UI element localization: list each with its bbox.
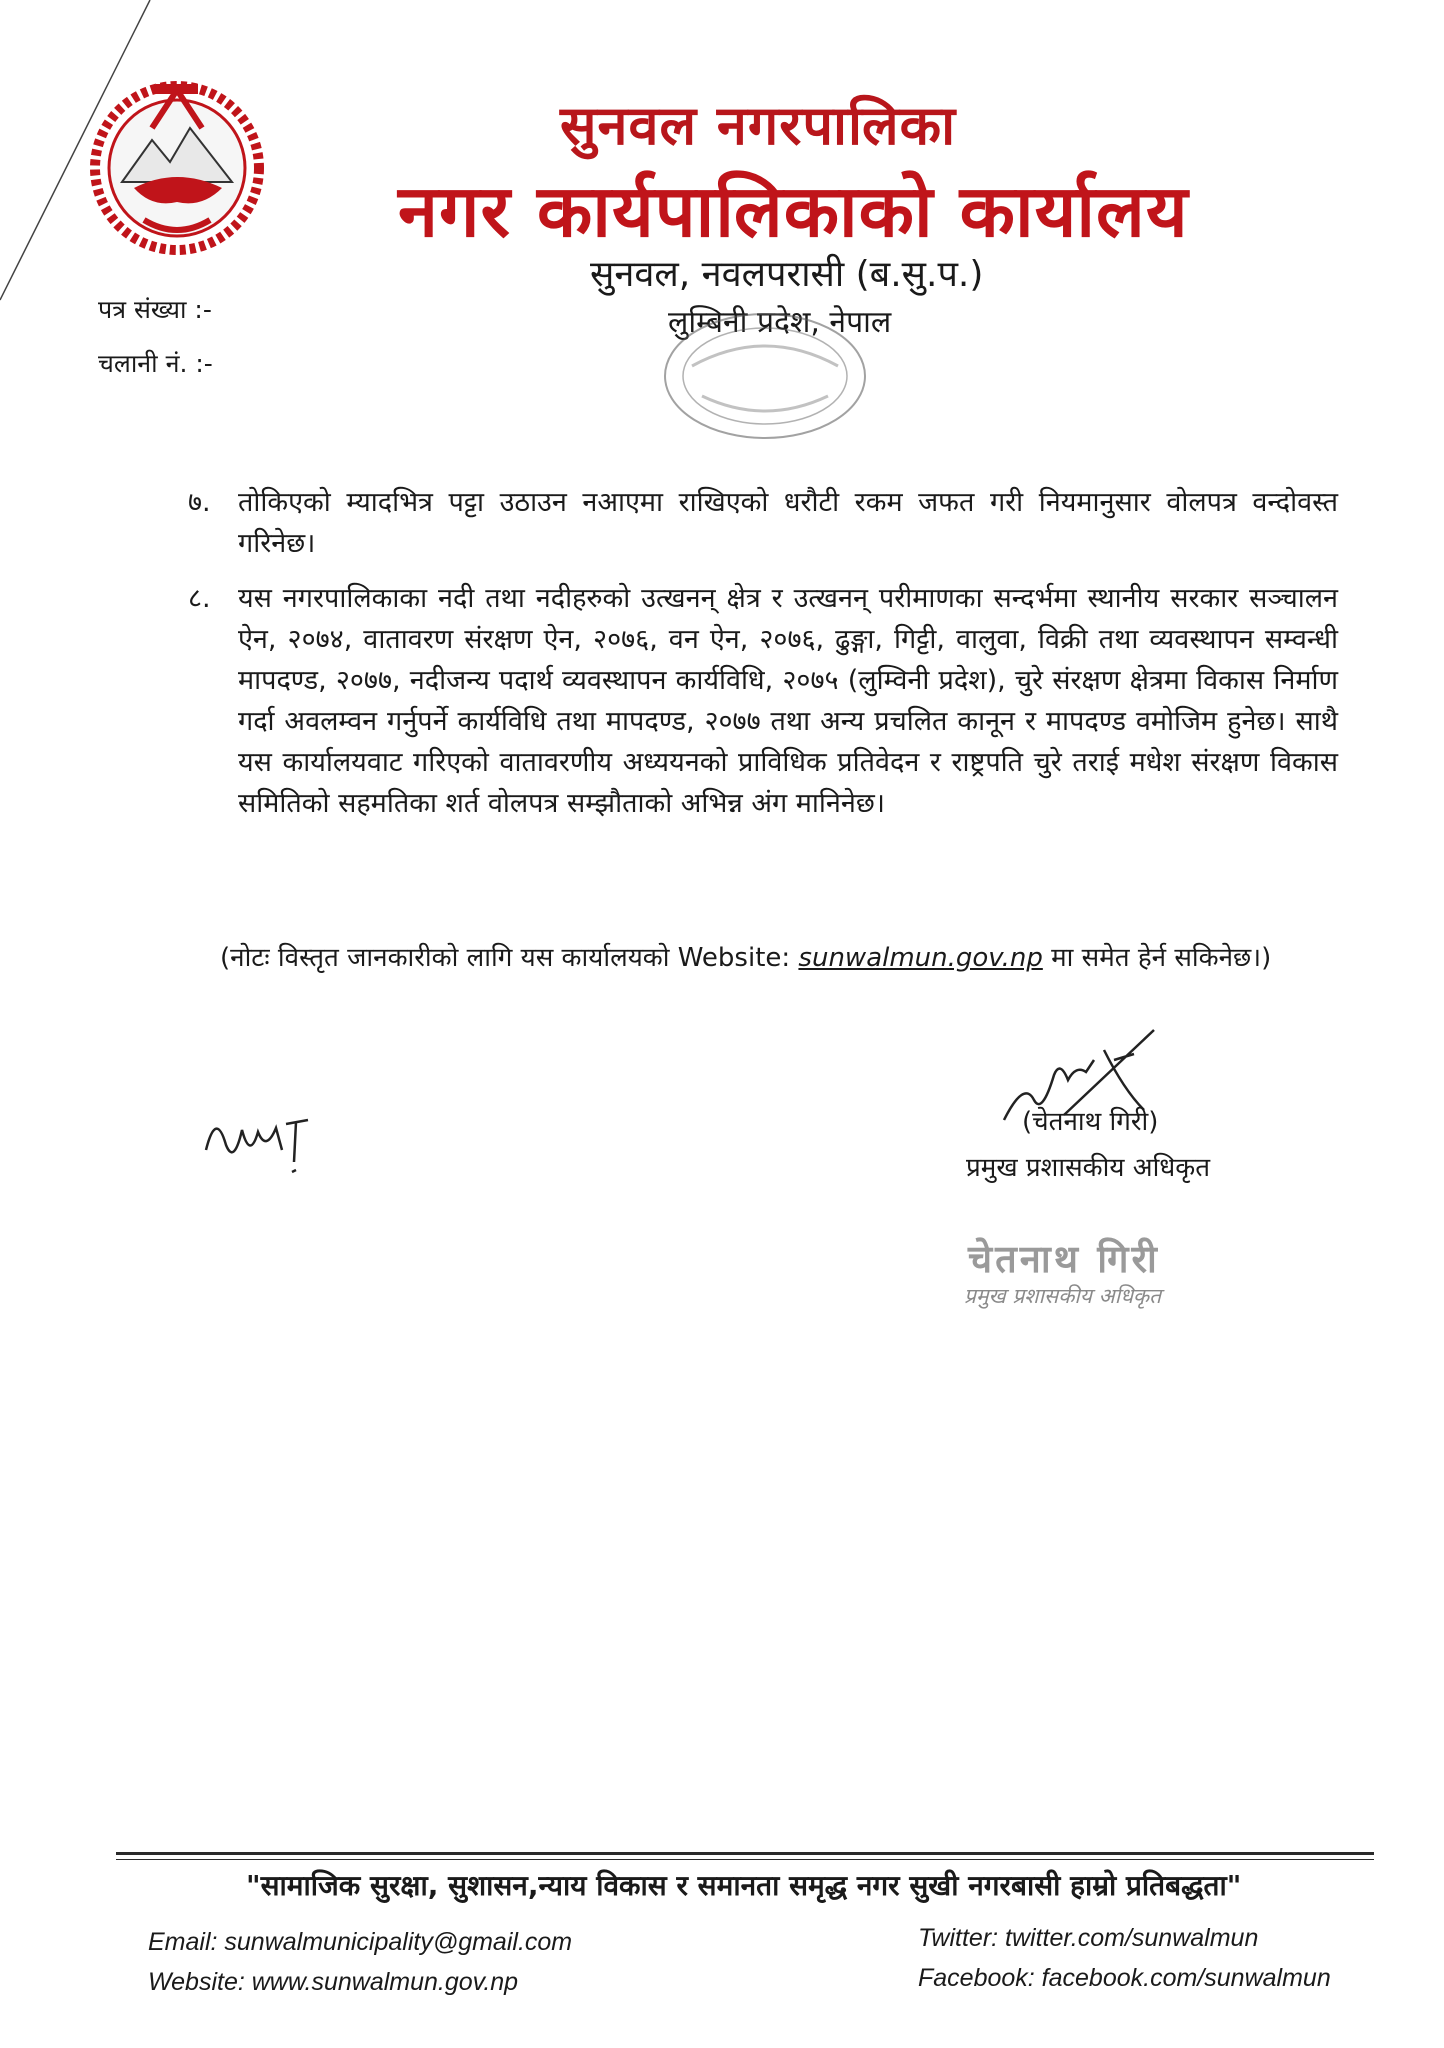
note-suffix: मा समेत हेर्न सकिनेछ।)	[1042, 943, 1272, 973]
footer-facebook[interactable]: Facebook: facebook.com/sunwalmun	[918, 1964, 1331, 1992]
office-name: नगर कार्यपालिकाको कार्यालय	[398, 169, 1189, 253]
initial-signature	[196, 1090, 326, 1180]
footer-twitter[interactable]: Twitter: twitter.com/sunwalmun	[918, 1924, 1259, 1952]
seal-title: प्रमुख प्रशासकीय अधिकृत	[964, 1284, 1162, 1308]
footer-divider	[116, 1852, 1374, 1855]
dispatch-number-label: चलानी नं. :-	[98, 349, 213, 378]
seal-name: चेतनाथ गिरी	[968, 1237, 1160, 1281]
nepal-emblem-icon	[82, 70, 272, 260]
clause-text: तोकिएको म्यादभित्र पट्टा उठाउन नआएमा राखिएको धरौटी रकम जफत गरी नियमानुसार वोलपत्र वन्दोवस्त गरिनेछ।	[238, 487, 1338, 559]
clause-text: यस नगरपालिकाका नदी तथा नदीहरुको उत्खनन् क्षेत्र र उत्खनन् परीमाणका सन्दर्भमा स्थानीय सरकार सञ्चालन ऐन, २०७४, वातावरण संरक्षण ऐन, २०७६, वन ऐन, २०७६, ढुङ्गा, गिट्टी, वालुवा, विक्री तथा व्यवस्थापन सम्वन्धी मापदण्ड, २०७७, नदीजन्य पदार्थ व्यवस्थापन कार्यविधि, २०७५ (लुम्विनी प्रदेश), चुरे संरक्षण क्षेत्रमा विकास निर्माण गर्दा अवलम्वन गर्नुपर्ने कार्यविधि तथा मापदण्ड, २०७७ तथा अन्य प्रचलित कानून र मापदण्ड वमोजिम हुनेछ। साथै यस कार्यालयवाट गरिएको वातावरणीय अध्ययनको प्राविधिक प्रतिवेदन र राष्ट्रपति चुरे तराई मधेश संरक्षण विकास समितिको सहमतिका शर्त वोलपत्र सम्झौताको अभिन्न अंग मानिनेछ।	[238, 583, 1338, 819]
clause-7	[188, 482, 1338, 564]
website-note	[220, 938, 1271, 974]
clause-8	[188, 578, 1338, 824]
note-prefix: (नोटः विस्तृत जानकारीको लागि यस कार्यालयको Website:	[220, 943, 799, 973]
website-link[interactable]: sunwalmun.gov.np	[798, 943, 1043, 973]
letter-number-label: पत्र संख्या :-	[98, 295, 212, 324]
footer-website[interactable]: Website: www.sunwalmun.gov.np	[148, 1968, 519, 1996]
signatory-title: प्रमुख प्रशासकीय अधिकृत	[966, 1153, 1211, 1183]
footer-divider-thin	[116, 1859, 1374, 1860]
clause-number: ७.	[188, 487, 211, 518]
office-province: लुम्बिनी प्रदेश, नेपाल	[668, 305, 892, 340]
footer-email[interactable]: Email: sunwalmunicipality@gmail.com	[148, 1928, 573, 1956]
municipality-name: सुनवल नगरपालिका	[560, 94, 957, 157]
footer-motto: "सामाजिक सुरक्षा, सुशासन,न्याय विकास र समानता समृद्ध नगर सुखी नगरबासी हाम्रो प्रतिबद्धता"	[246, 1869, 1242, 1902]
signatory-name: (चेतनाथ गिरी)	[1022, 1107, 1159, 1137]
office-stamp-icon	[652, 296, 878, 446]
office-address: सुनवल, नवलपरासी (ब.सु.प.)	[590, 254, 984, 295]
clause-number: ८.	[188, 583, 211, 614]
